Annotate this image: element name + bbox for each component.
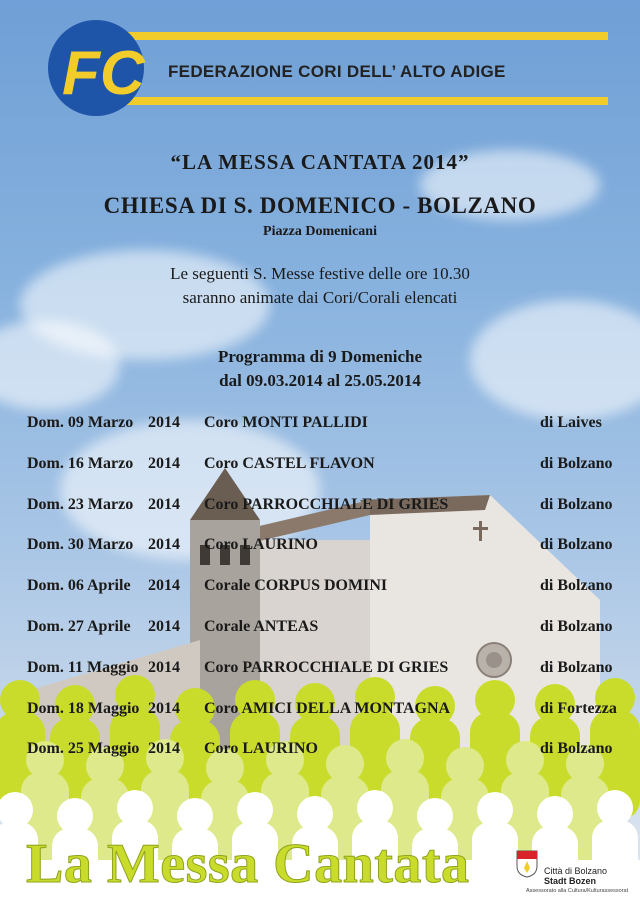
schedule-date: Dom. 16 Marzo [27,454,134,472]
schedule-year: 2014 [148,536,180,554]
schedule-choir: Coro CASTEL FLAVON [204,454,375,472]
schedule-row [0,536,640,577]
logo-letters: FC [62,39,145,108]
schedule-place: di Bolzano [540,740,613,758]
schedule-choir: Coro PARROCCHIALE DI GRIES [204,658,449,676]
schedule-year: 2014 [148,617,180,635]
schedule-row [0,740,640,781]
schedule-year: 2014 [148,454,180,472]
schedule-place: di Bolzano [540,617,613,635]
schedule-list [0,414,640,781]
footer-title: La Messa Cantata [26,833,470,895]
logo-bottom-bar [96,97,608,105]
logo-top-bar [96,32,608,40]
schedule-date: Dom. 23 Marzo [27,495,134,513]
schedule-place: di Bolzano [540,536,613,554]
schedule-row [0,577,640,618]
event-title: “LA MESSA CANTATA 2014” [170,150,470,174]
schedule-year: 2014 [148,577,180,595]
schedule-date: Dom. 06 Aprile [27,577,131,595]
schedule-year: 2014 [148,495,180,513]
schedule-place: di Bolzano [540,454,613,472]
schedule-row [0,618,640,659]
schedule-choir: Coro LAURINO [204,536,318,554]
city-crest-icon [516,850,538,878]
schedule-place: di Bolzano [540,577,613,595]
schedule-date: Dom. 18 Maggio [27,699,140,717]
schedule-year: 2014 [148,658,180,676]
intro-line-1: Le seguenti S. Messe festive delle ore 10.30 [170,264,470,283]
schedule-row [0,455,640,496]
city-logo [512,848,632,908]
city-name-de: Stadt Bozen [544,876,597,886]
federation-name: FEDERAZIONE CORI DELL’ ALTO ADIGE [168,62,506,81]
schedule-row [0,700,640,741]
city-department: Assessorato alla Cultura/Kulturassessorat [526,888,629,894]
schedule-row [0,496,640,537]
program-line-1: Programma di 9 Domeniche [217,347,423,366]
intro-line-2: saranno animate dai Cori/Corali elencati [182,288,458,307]
schedule-choir: Coro MONTI PALLIDI [204,414,368,431]
schedule-choir: Coro LAURINO [204,740,318,758]
schedule-choir: Corale CORPUS DOMINI [204,577,388,595]
schedule-row [0,659,640,700]
schedule-year: 2014 [148,699,180,717]
schedule-date: Dom. 27 Aprile [27,617,131,635]
schedule-choir: Coro AMICI DELLA MONTAGNA [204,699,451,717]
event-square: Piazza Domenicani [263,224,377,239]
schedule-year: 2014 [148,414,180,431]
schedule-date: Dom. 30 Marzo [27,536,134,554]
schedule-place: di Bolzano [540,658,613,676]
city-name-it: Città di Bolzano [544,866,608,876]
schedule-place: di Fortezza [540,699,617,717]
schedule-place: di Laives [540,414,602,431]
schedule-place: di Bolzano [540,495,613,513]
schedule-year: 2014 [148,740,180,758]
program-line-2: dal 09.03.2014 al 25.05.2014 [219,371,421,390]
schedule-row [0,414,640,455]
schedule-date: Dom. 11 Maggio [27,658,139,676]
event-venue: CHIESA DI S. DOMENICO - BOLZANO [103,193,537,218]
schedule-choir: Coro PARROCCHIALE DI GRIES [204,495,449,513]
schedule-date: Dom. 09 Marzo [27,414,134,431]
schedule-choir: Corale ANTEAS [204,617,319,635]
schedule-date: Dom. 25 Maggio [27,740,140,758]
